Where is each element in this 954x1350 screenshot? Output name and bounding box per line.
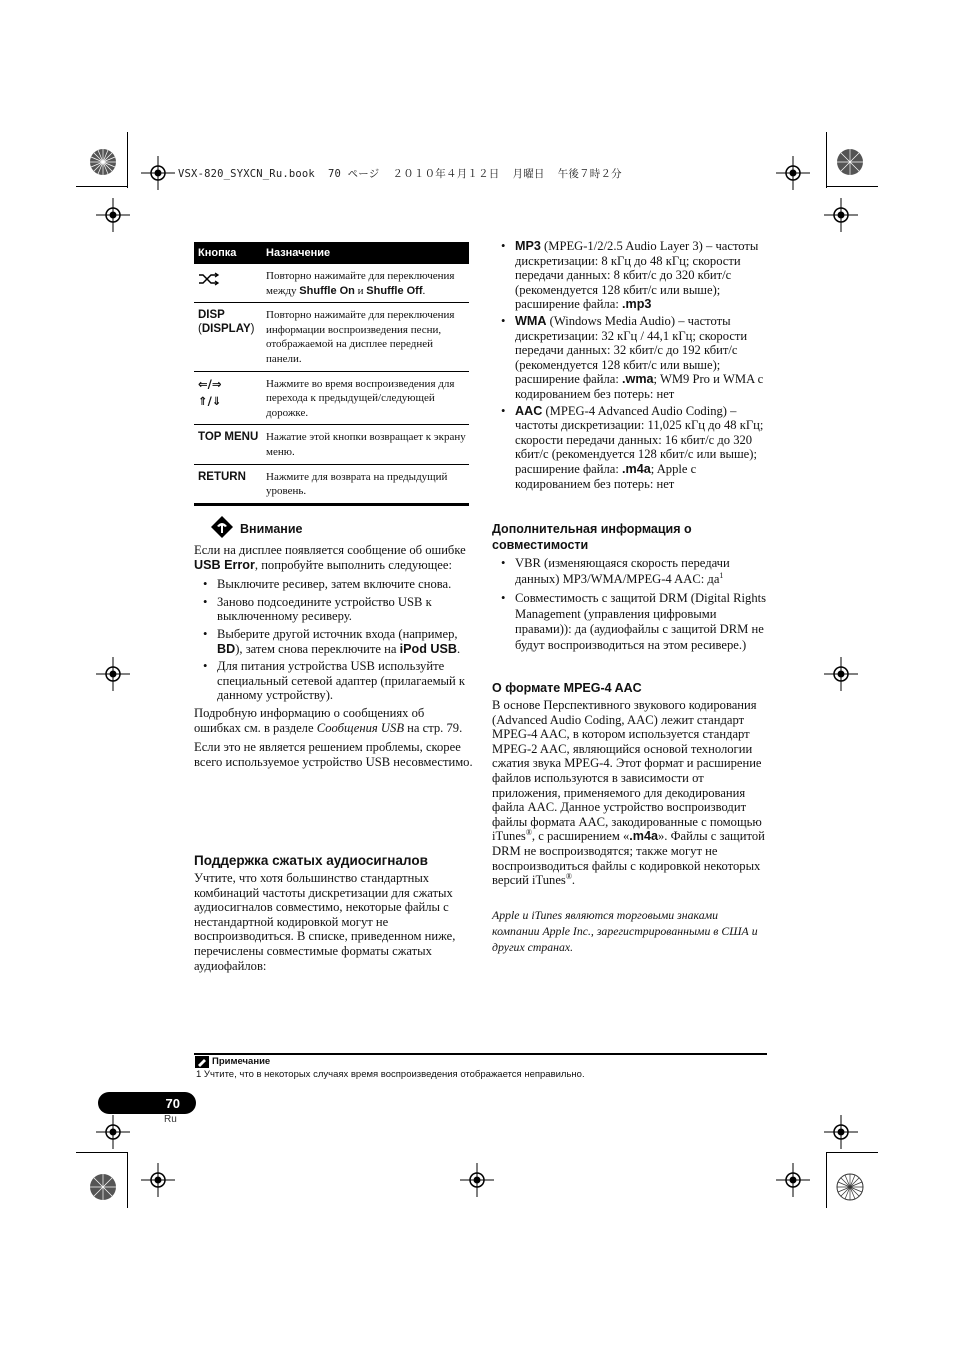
registration-mark — [824, 657, 858, 691]
print-header: VSX-820_SYXCN_Ru.book 70 ページ ２０１０年４月１２日 月曜日 午後７時２分 — [178, 168, 622, 180]
button-table — [194, 242, 469, 506]
text: ), затем снова переключите на — [235, 641, 400, 656]
trademark-note: Apple и iTunes являются торговыми знаками компании Apple Inc., зарегистрированными в США и других странах. — [492, 908, 758, 954]
list-item: • Выключите ресивер, затем включите снова. — [194, 577, 474, 592]
table-header — [194, 242, 469, 264]
registration-mark — [824, 1115, 858, 1149]
registration-mark — [824, 198, 858, 232]
registration-mark — [96, 1115, 130, 1149]
table-cell-purpose: Нажмите для возврата на предыдущий уровень. — [266, 470, 448, 498]
text: (Windows Media Audio) – частоты дискретизации: 32 кГц / 44,1 кГц; скорости передачи данных: 32 кбит/с до 192 кбит/с (рекомендуется 128 кбит/с или выше); расширение файла: — [515, 313, 748, 387]
format-name: MP3 — [515, 239, 541, 253]
table-cell-button: TOP MENU — [198, 431, 259, 444]
cell-text: Повторно нажимайте для переключения между — [266, 270, 455, 297]
text: . — [457, 641, 461, 656]
registration-mark — [96, 657, 130, 691]
trim-line — [826, 1152, 878, 1153]
text: В основе Перспективного звукового кодирования (Advanced Audio Coding, AAC) лежит стандарт MPEG-4 AAC, в котором используется стандарт MPEG-2 AAC, являющийся основой технологии сжатия звука MPEG-4. Этот формат и расширение файлов используются в зависимости от приложения, применяемого для декодирования файла AAC. Данное устройство воспроизводит файлы формата AAC, закодированные с помощью iTunes — [492, 698, 762, 844]
caution-icon — [210, 515, 234, 539]
paren: ) — [250, 323, 255, 336]
color-target-bottom-right — [836, 1173, 864, 1201]
table-cell-button: RETURN — [198, 470, 246, 483]
text: ». Файлы с защитой DRM не воспроизводятся; также могут не воспроизводиться файлы с кодировкой некоторых версий iTunes — [492, 829, 765, 888]
arrow-up-down-icon: ⇑/⇓ — [198, 393, 222, 408]
list-item — [492, 239, 767, 312]
text: VBR (изменяющаяся скорость передачи данных) MP3/WMA/MPEG-4 AAC: да — [515, 556, 730, 586]
caution-para — [194, 706, 474, 735]
text: Подробную информацию о сообщениях об ошибках см. в разделе — [194, 705, 425, 735]
arrow-left-right-icon: ⇐/⇒ — [198, 376, 222, 391]
file-extension: .mp3 — [622, 297, 652, 312]
section-heading: О формате MPEG-4 AAC — [492, 681, 642, 695]
note-title: Примечание — [212, 1056, 271, 1067]
registration-mark — [96, 198, 130, 232]
list-item: • Заново подсоедините устройство USB к выключенному ресиверу. — [194, 595, 474, 624]
text-bold: BD — [217, 641, 236, 656]
text: Если на дисплее появляется сообщение об ошибке — [194, 543, 466, 557]
color-target-top-right — [836, 148, 864, 176]
footnote-ref: 1 — [719, 570, 724, 580]
file-extension: .m4a — [629, 829, 658, 844]
registered-mark: ® — [565, 871, 572, 881]
caution-para: Если это не является решением проблемы, скорее всего используемое устройство USB несовместимо. — [194, 740, 473, 769]
cell-text-bold: Shuffle On — [299, 284, 355, 297]
error-name: USB Error — [194, 557, 255, 572]
section-ref: Сообщения USB — [316, 720, 405, 735]
list-item — [492, 556, 767, 587]
color-target-bottom-left — [89, 1173, 117, 1201]
shuffle-icon — [194, 264, 262, 302]
trim-line — [826, 1152, 827, 1208]
trim-line — [127, 1152, 128, 1208]
trim-line — [826, 132, 827, 188]
section-heading: Поддержка сжатых аудиосигналов — [194, 853, 428, 868]
column-header-button: Кнопка — [198, 247, 237, 259]
text: , попробуйте выполнить следующее: — [254, 557, 452, 572]
trim-line — [826, 186, 878, 187]
table-cell-button — [194, 303, 262, 370]
text: на стр. 79. — [404, 720, 463, 735]
cell-text-bold: Shuffle Off — [366, 284, 423, 297]
caution-title: Внимание — [240, 522, 303, 536]
registration-mark — [141, 156, 175, 190]
file-extension: .m4a — [622, 461, 651, 476]
registration-mark — [776, 156, 810, 190]
list-item: • Для питания устройства USB используйте специальный сетевой адаптер (прилагаемый к данному устройству). — [194, 659, 474, 703]
table-row — [194, 303, 469, 371]
formats-list — [492, 239, 767, 494]
format-name: WMA — [515, 313, 547, 328]
list-item — [492, 404, 767, 492]
mpeg4-body — [492, 698, 767, 888]
section-body: Учтите, что хотя большинство стандартных комбинаций частоты дискретизации для сжатых аудиосигналов совместимо, некоторые файлы с нестандартной кодировкой могут не воспроизводиться. В списке, приведенном ниже, перечислены совместимые форматы сжатых аудиофайлов: — [194, 871, 456, 973]
cell-text: и — [354, 284, 367, 297]
compat-list — [492, 556, 767, 657]
list-item — [492, 314, 767, 402]
text: ; WM9 Pro и WMA с кодированием без потерь: нет — [515, 372, 764, 401]
text: (MPEG-1/2/2.5 Audio Layer 3) – частоты дискретизации: 8 кГц до 48 кГц; скорости передачи данных: 8 кбит/с до 320 кбит/с (рекомендуется 128 кбит/с или выше); расширение файла: — [515, 239, 759, 312]
table-cell-purpose: Нажатие этой кнопки возвращает к экрану меню. — [266, 431, 466, 458]
trim-line — [76, 186, 128, 187]
list-item: • Совместимость с защитой DRM (Digital Rights Management (управления цифровыми правами)): да (аудиофайлы с защитой DRM не будут воспроизводиться на этом ресивере.) — [492, 591, 767, 653]
registration-mark — [776, 1163, 810, 1197]
caution-body — [194, 543, 474, 769]
table-cell-purpose: Повторно нажимайте для переключения информации воспроизведения песни, отображаемой на дисплее передней панели. — [266, 309, 455, 365]
button-name: DISP — [198, 309, 225, 322]
registration-mark — [141, 1163, 175, 1197]
table-row — [194, 425, 469, 464]
cell-text: . — [422, 284, 426, 297]
table-cell-purpose: Нажмите во время воспроизведения для перехода к предыдущей/следующей дорожке. — [266, 377, 455, 419]
text-bold: iPod USB — [399, 641, 458, 656]
note-text: 1 Учтите, что в некоторых случаях время воспроизведения отображается неправильно. — [196, 1069, 585, 1080]
section-heading: Дополнительная информация о совместимости — [492, 522, 692, 552]
text: ; Apple с кодированием без потерь: нет — [515, 461, 697, 491]
text: (MPEG-4 Advanced Audio Coding) – частоты дискретизации: 11,025 кГц до 48 кГц; скорости передачи данных: 16 кбит/с до 320 кбит/с (рекомендуется 128 кбит/с или выше); расширение файла: — [515, 403, 764, 476]
registered-mark: ® — [525, 828, 532, 838]
registration-mark — [460, 1163, 494, 1197]
text: Выберите другой источник входа (например, — [217, 626, 458, 641]
table-cell-button — [194, 372, 262, 425]
table-row — [194, 465, 469, 506]
format-name: AAC — [515, 403, 543, 418]
page-language: Ru — [164, 1114, 177, 1125]
text: , с расширением « — [531, 829, 630, 844]
table-cell-purpose — [262, 264, 469, 302]
button-name: DISPLAY — [201, 323, 251, 336]
page-number: 70 — [98, 1092, 196, 1114]
column-header-purpose: Назначение — [266, 247, 331, 259]
text: . — [571, 873, 576, 888]
footnote-rule — [194, 1053, 767, 1055]
paren: ( — [198, 323, 202, 336]
table-row — [194, 264, 469, 303]
file-extension: .wma — [622, 372, 654, 387]
caution-list — [194, 577, 474, 703]
table-row — [194, 372, 469, 426]
trim-line — [127, 132, 128, 188]
list-item — [194, 627, 474, 656]
caution-intro — [194, 543, 474, 572]
trim-line — [76, 1152, 128, 1153]
note-icon — [195, 1056, 209, 1068]
color-target-top-left — [89, 148, 117, 176]
